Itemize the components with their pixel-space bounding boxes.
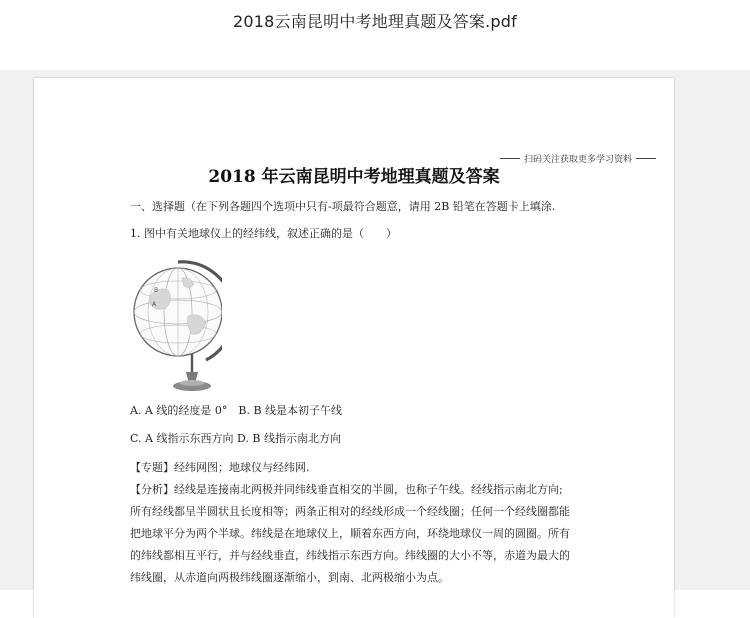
pdf-page: [34, 78, 674, 618]
analysis-line: 【分析】经线是连接南北两极并同纬线垂直相交的半圆，也称子午线。经线指示南北方向;: [130, 483, 563, 496]
options-row-1: A. A 线的经度是 0° B. B 线是本初子午线: [130, 404, 343, 417]
analysis-line: 纬线圈，从赤道向两极纬线圈逐渐缩小，到南、北两极缩小为点。: [130, 571, 449, 584]
globe-label-a: A: [152, 301, 157, 308]
document-viewer[interactable]: [0, 70, 750, 590]
globe-sphere: [134, 268, 222, 356]
paper-title: 2018 年云南昆明中考地理真题及答案: [208, 167, 500, 187]
analysis-line: 的纬线都相互平行，并与经线垂直，纬线指示东西方向。纬线圈的大小不等，赤道为最大的: [130, 549, 570, 562]
globe-label-b: B: [154, 287, 159, 294]
question-1: 1. 图中有关地球仪上的经纬线，叙述正确的是（ ）: [130, 227, 397, 240]
options-row-2: C. A 线指示东西方向 D. B 线指示南北方向: [130, 432, 341, 445]
header-rule-left: [500, 158, 520, 159]
header-note-text: 扫码关注获取更多学习资料: [523, 155, 632, 165]
analysis-line: 所有经线都呈半圆状且长度相等；两条正相对的经线形成一个经线圈；任何一个经线圈都能: [130, 505, 570, 518]
analysis-line: 把地球平分为两个半球。纬线是在地球仪上，顺着东西方向，环绕地球仪一周的圆圈。所有: [130, 527, 570, 540]
globe-figure: [130, 256, 222, 394]
topic-line: 【专题】经纬网图；地球仪与经纬网.: [130, 461, 310, 474]
header-rule-right: [636, 158, 656, 159]
globe-stand: [173, 354, 211, 391]
viewer-toolbar: [0, 0, 750, 70]
file-title: 2018云南昆明中考地理真题及答案.pdf: [233, 12, 517, 31]
section-heading: 一、选择题（在下列各题四个选项中只有-项最符合题意，请用 2B 铅笔在答题卡上填涂.: [130, 200, 556, 213]
